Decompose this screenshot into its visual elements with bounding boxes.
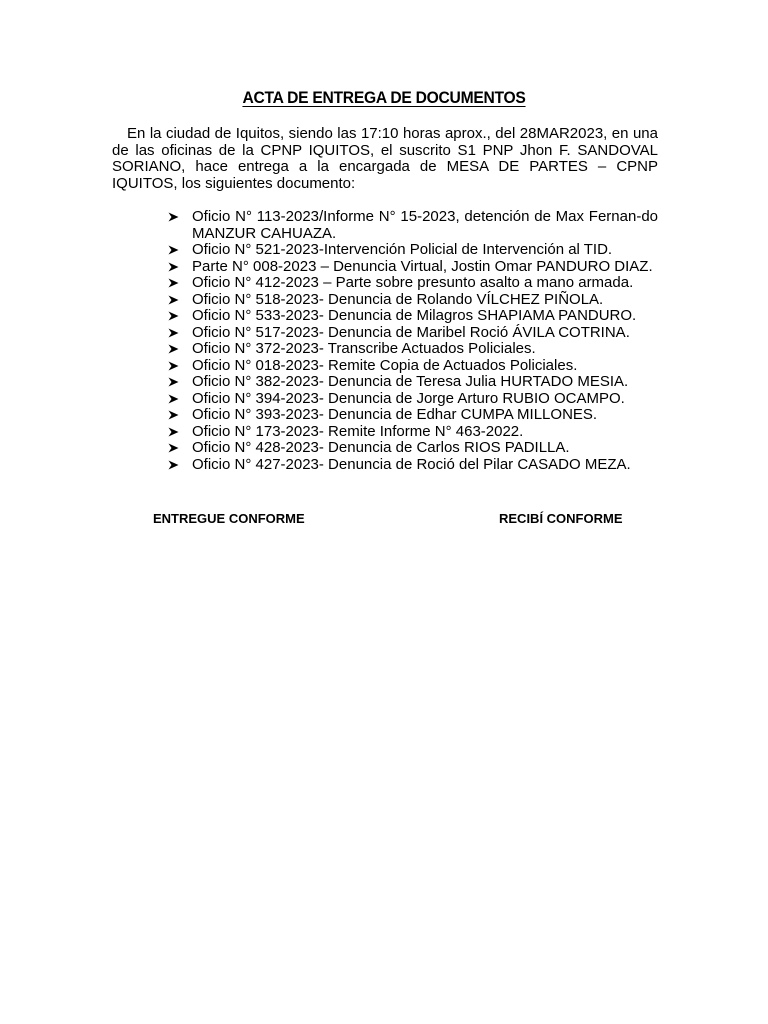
list-item-text: Oficio N° 372-2023- Transcribe Actuados Policiales. (192, 340, 536, 357)
list-item (168, 440, 658, 457)
list-item-text: Oficio N° 394-2023- Denuncia de Jorge Arturo RUBIO OCAMPO. (192, 389, 625, 407)
intro-paragraph: En la ciudad de Iquitos, siendo las 17:10 horas aprox., del 28MAR2023, en una de las oficinas de la CPNP IQUITOS, el suscrito S1 PNP Jhon F. SANDOVAL SORIANO, hace entrega a la encargada de MESA DE PARTES – CPNP IQUITOS, los siguientes documento: (112, 125, 658, 192)
document-title: ACTA DE ENTREGA DE DOCUMENTOS (242, 88, 526, 107)
list-item-text: Oficio N° 517-2023- Denuncia de Maribel Roció ÁVILA COTRINA. (192, 323, 630, 341)
list-item-text: Oficio N° 018-2023- Remite Copia de Actuados Policiales. (192, 356, 578, 374)
list-item (168, 242, 658, 259)
list-item-text: Oficio N° 521-2023-Intervención Policial de Intervención al TID. (192, 241, 613, 258)
arrowhead-bullet-icon (168, 292, 192, 309)
signature-right-label: RECIBÍ CONFORME (499, 511, 623, 526)
list-item (168, 358, 658, 375)
list-item-text: Parte N° 008-2023 – Denuncia Virtual, Jostin Omar PANDURO DIAZ. (192, 257, 653, 275)
arrowhead-bullet-icon (168, 440, 192, 457)
arrowhead-bullet-icon (168, 407, 192, 424)
arrowhead-bullet-icon (168, 457, 192, 474)
list-item-text: Oficio N° 113-2023/Informe N° 15-2023, detención de Max Fernan-do MANZUR CAHUAZA. (192, 208, 658, 242)
list-item (168, 209, 658, 242)
list-item-text: Oficio N° 428-2023- Denuncia de Carlos RIOS PADILLA. (192, 439, 570, 456)
list-item (168, 424, 658, 441)
list-item-text: Oficio N° 412-2023 – Parte sobre presunto asalto a mano armada. (192, 274, 634, 291)
list-item-text: Oficio N° 518-2023- Denuncia de Rolando VÍLCHEZ PIÑOLA. (192, 290, 604, 308)
list-item (168, 275, 658, 292)
arrowhead-bullet-icon (168, 391, 192, 408)
list-item (168, 374, 658, 391)
list-item-text: Oficio N° 427-2023- Denuncia de Roció del Pilar CASADO MEZA. (192, 455, 631, 473)
arrowhead-bullet-icon (168, 424, 192, 441)
list-item-text: Oficio N° 393-2023- Denuncia de Edhar CUMPA MILLONES. (192, 406, 598, 423)
arrowhead-bullet-icon (168, 259, 192, 276)
signature-left-label: ENTREGUE CONFORME (153, 511, 305, 526)
arrowhead-bullet-icon (168, 242, 192, 259)
list-item (168, 259, 658, 276)
arrowhead-bullet-icon (168, 308, 192, 325)
document-list (168, 209, 658, 473)
arrowhead-bullet-icon (168, 325, 192, 342)
arrowhead-bullet-icon (168, 341, 192, 358)
list-item (168, 391, 658, 408)
list-item (168, 325, 658, 342)
arrowhead-bullet-icon (168, 275, 192, 292)
arrowhead-bullet-icon (168, 209, 192, 226)
arrowhead-bullet-icon (168, 374, 192, 391)
list-item (168, 308, 658, 325)
list-item (168, 341, 658, 358)
list-item-text: Oficio N° 533-2023- Denuncia de Milagros SHAPIAMA PANDURO. (192, 307, 637, 324)
list-item (168, 457, 658, 474)
list-item (168, 407, 658, 424)
list-item-text: Oficio N° 173-2023- Remite Informe N° 463-2022. (192, 422, 524, 440)
list-item-text: Oficio N° 382-2023- Denuncia de Teresa Julia HURTADO MESIA. (192, 373, 629, 390)
arrowhead-bullet-icon (168, 358, 192, 375)
list-item (168, 292, 658, 309)
